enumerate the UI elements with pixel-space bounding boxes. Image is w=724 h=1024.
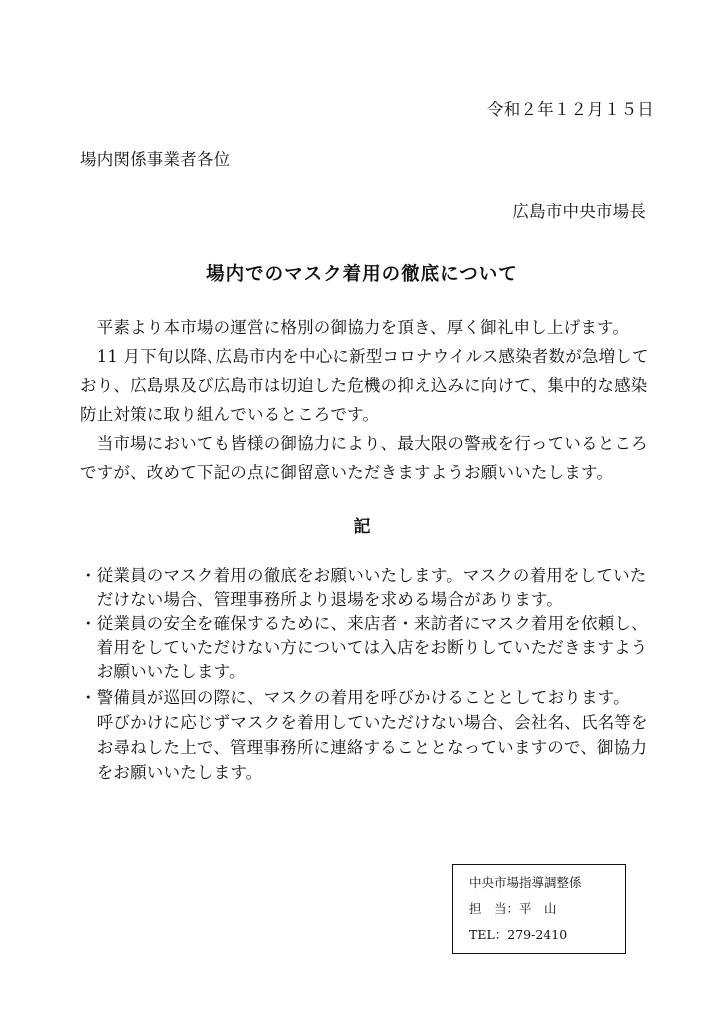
bullet-line: 着用をしていただけない方については入店をお断りしていただきますよう (80, 638, 648, 657)
document-date: 令和２年１２月１５日 (487, 100, 654, 119)
contact-tel: TEL：279-2410 (469, 927, 568, 942)
contact-box (452, 864, 626, 954)
bullet-line: ・警備員が巡回の際に、マスクの着用を呼びかけることとしております。 (80, 688, 630, 707)
body-line: 平素より本市場の運営に格別の御協力を頂き、厚く御礼申し上げます。 (80, 318, 630, 337)
recipient-line: 場内関係事業者各位 (80, 150, 231, 169)
bullet-line: お尋ねした上で、管理事務所に連絡することとなっていますので、御協力 (80, 738, 648, 757)
body-line: ですが、改めて下記の点に御留意いただきますようお願いいたします。 (80, 463, 614, 482)
contact-department: 中央市場指導調整係 (469, 875, 582, 890)
ki-heading: 記 (353, 517, 371, 537)
document-title: 場内でのマスク着用の徹底について (206, 264, 518, 285)
bullet-line: お願いいたします。 (80, 662, 246, 681)
bullet-line: ・従業員のマスク着用の徹底をお願いいたします。マスクの着用をしていた (80, 566, 647, 585)
contact-person: 担 当：平 山 (469, 901, 557, 916)
bullet-line: 呼びかけに応じずマスクを着用していただけない場合、会社名、氏名等を (80, 713, 648, 732)
body-line: 11 月下旬以降､広島市内を中心に新型コロナウイルス感染者数が急増して (80, 347, 649, 366)
body-line: 防止対策に取り組んでいるところです。 (80, 405, 380, 424)
bullet-line: ・従業員の安全を確保するために、来店者・来訪者にマスク着用を依頼し、 (80, 614, 648, 633)
sender-line: 広島市中央市場長 (512, 202, 646, 221)
bullet-line: をお願いいたします。 (80, 763, 263, 782)
body-line: おり、広島県及び広島市は切迫した危機の抑え込みに向けて、集中的な感染 (80, 376, 648, 395)
body-line: 当市場においても皆様の御協力により、最大限の警戒を行っているところ (80, 434, 648, 453)
bullet-line: だけない場合、管理事務所より退場を求める場合があります。 (80, 590, 563, 609)
